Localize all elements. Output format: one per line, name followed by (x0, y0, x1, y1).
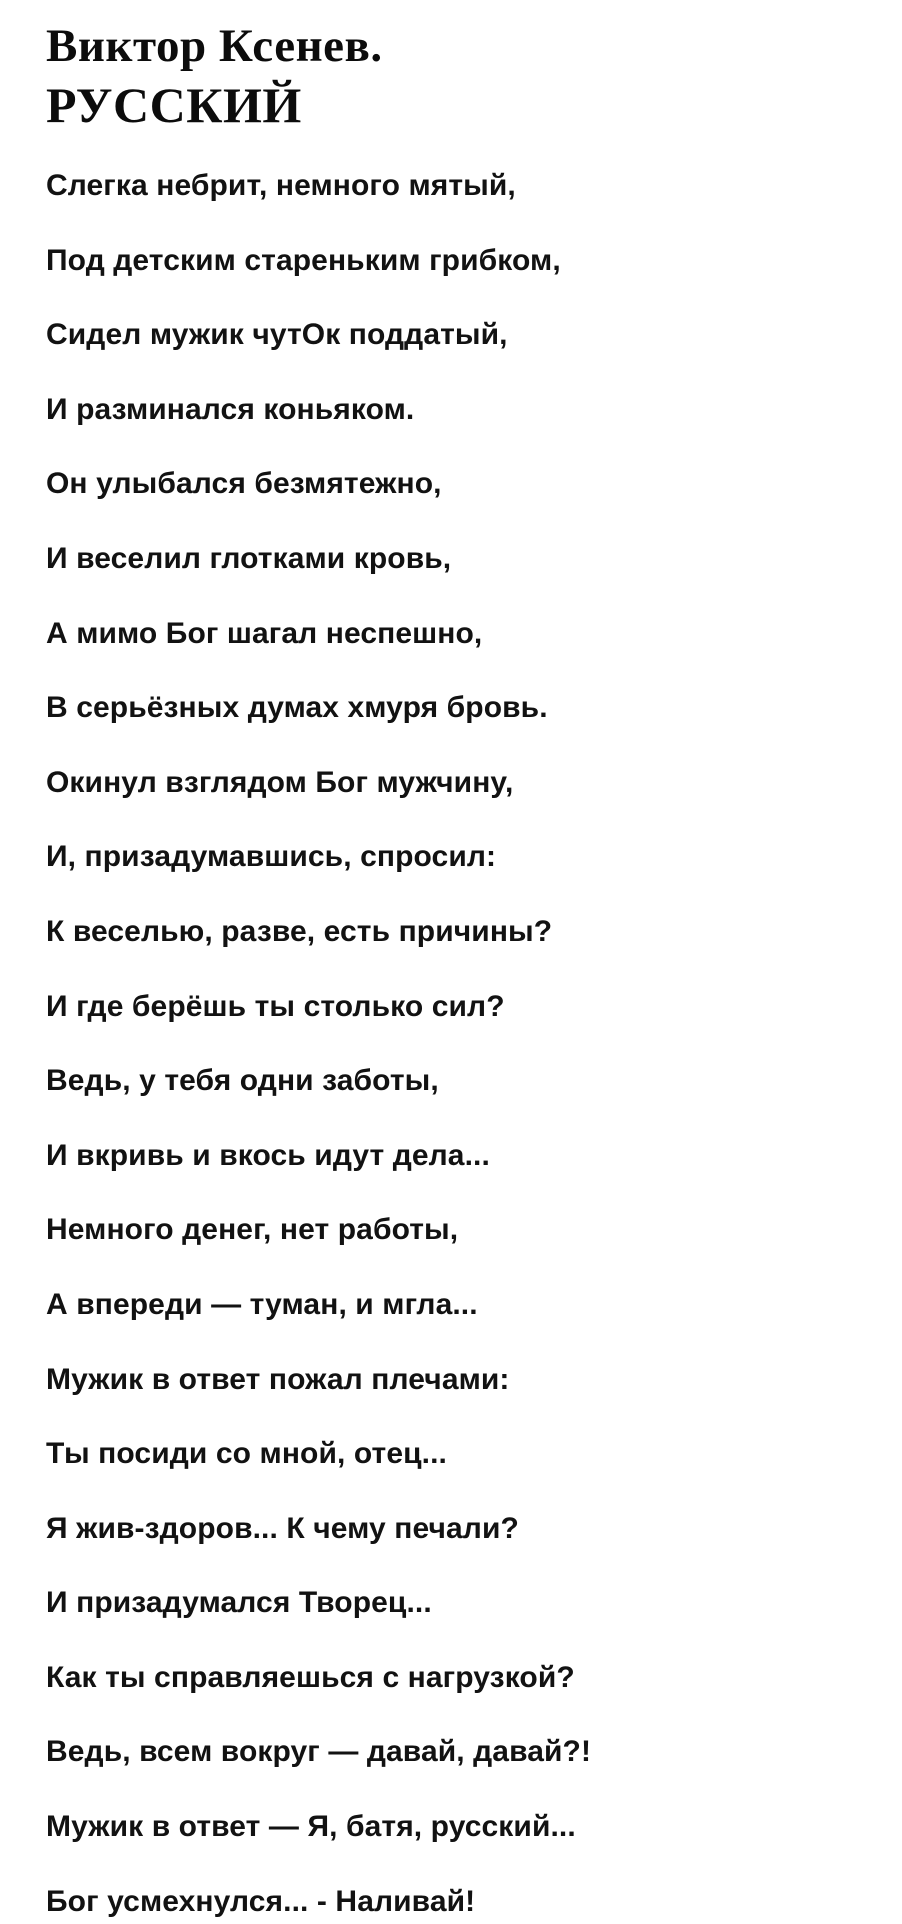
author-name: Виктор Ксенев. (46, 20, 383, 72)
poem-line: И вкривь и вкось идут дела... (46, 1138, 490, 1172)
poem-line: Сидел мужик чутОк поддатый, (46, 318, 508, 352)
poem-title: РУССКИЙ (46, 77, 302, 133)
poem-line: И призадумался Творец... (46, 1586, 432, 1620)
poem-line: К веселью, разве, есть причины? (46, 914, 553, 948)
poem-body (46, 164, 872, 1924)
poem-line: Бог усмехнулся... - Наливай! (46, 1884, 476, 1918)
poem-line: Немного денег, нет работы, (46, 1213, 459, 1247)
poem-line: И разминался коньяком. (46, 392, 415, 426)
poem-line: И где берёшь ты столько сил? (46, 989, 505, 1023)
poem-line: Как ты справляешься с нагрузкой? (46, 1660, 575, 1694)
poem-line: Мужик в ответ — Я, батя, русский... (46, 1810, 576, 1844)
poem-line: Слегка небрит, немного мятый, (46, 169, 516, 202)
poem-line: Я жив-здоров... К чему печали? (46, 1511, 519, 1545)
poem-line: Он улыбался безмятежно, (46, 467, 442, 501)
poem-line: Ты посиди со мной, отец... (46, 1437, 447, 1471)
poem-line: В серьёзных думах хмуря бровь. (46, 691, 548, 725)
poem-line: И веселил глотками кровь, (46, 541, 452, 575)
poem-line: И, призадумавшись, спросил: (46, 840, 497, 874)
poem-line: Под детским стареньким грибком, (46, 243, 561, 277)
poem-line: Ведь, всем вокруг — давай, давай?! (46, 1735, 592, 1769)
poem-line: Ведь, у тебя одни заботы, (46, 1064, 439, 1098)
poem-line: Мужик в ответ пожал плечами: (46, 1362, 510, 1396)
poem-line: Окинул взглядом Бог мужчину, (46, 765, 514, 799)
poem-line: А впереди — туман, и мгла... (46, 1287, 478, 1321)
poem-line: А мимо Бог шагал неспешно, (46, 616, 483, 650)
